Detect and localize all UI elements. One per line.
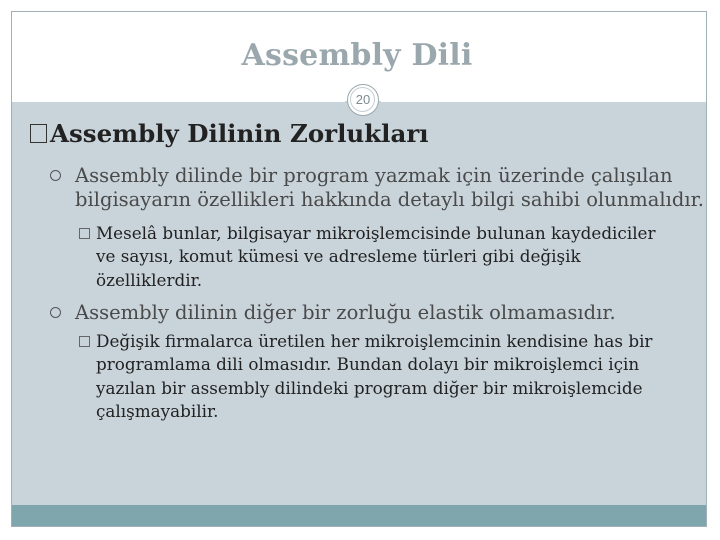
slide-number: 20 [355, 92, 371, 107]
sub-bullet-2-line-2: programlama dili olmasıdır. Bundan dolayı bir mikroişlemci için [96, 354, 640, 375]
content-heading [30, 119, 429, 148]
slide-title: Assembly Dili [241, 38, 473, 73]
square-outline-icon [30, 124, 47, 143]
sub-bullet-1-line-3: özelliklerdir. [96, 269, 203, 290]
heading-text: Assembly Dilinin Zorlukları [50, 119, 429, 148]
divider-left [12, 101, 345, 102]
circle-outline-icon [50, 307, 61, 318]
divider-right [381, 101, 706, 102]
sub-bullet-2-line-1: Değişik firmalarca üretilen her mikroişlemcinin kendisine has bir [96, 331, 653, 351]
sub-bullet-1-line-1: Meselâ bunlar, bilgisayar mikroişlemcisinde bulunan kaydediciler [96, 223, 656, 243]
bullet-1-line-1: Assembly dilinde bir program yazmak için üzerinde çalışılan [75, 164, 673, 187]
square-outline-icon [79, 336, 90, 347]
bullet-1 [75, 164, 704, 212]
circle-outline-icon [50, 170, 61, 181]
slide-number-badge [347, 84, 379, 116]
bullet-2 [75, 301, 700, 325]
sub-bullet-1 [96, 222, 696, 292]
bullet-2-line-1: Assembly dilinin diğer bir zorluğu elastik olmamasıdır. [75, 301, 616, 324]
sub-bullet-2 [96, 330, 696, 423]
square-outline-icon [79, 228, 90, 239]
bullet-1-line-2: bilgisayarın özellikleri hakkında detaylı bilgi sahibi olunmalıdır. [75, 188, 704, 211]
sub-bullet-1-line-2: ve sayısı, komut kümesi ve adresleme türleri gibi değişik [96, 246, 581, 267]
sub-bullet-2-line-4: çalışmayabilir. [96, 400, 219, 421]
sub-bullet-2-line-3: yazılan bir assembly dilindeki program diğer bir mikroişlemcide [96, 377, 643, 398]
